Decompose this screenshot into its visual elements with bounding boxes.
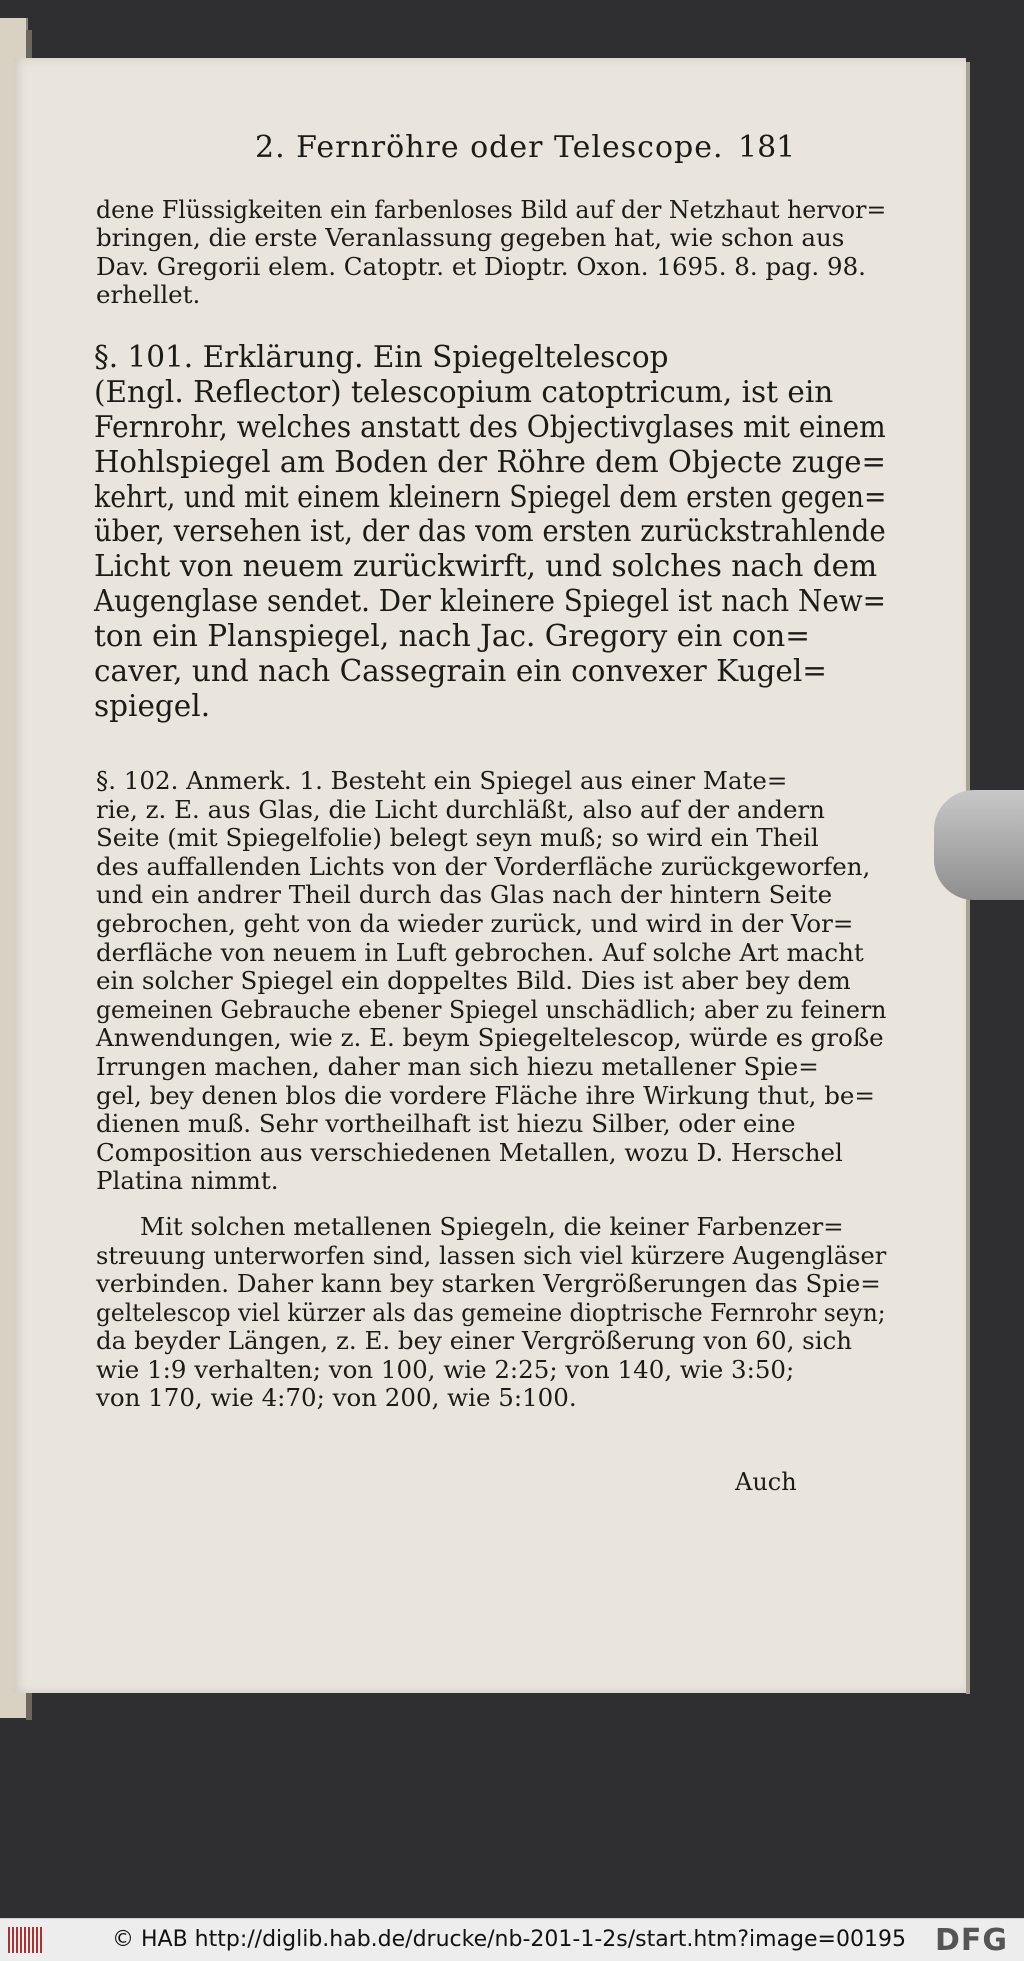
text-line: streuung unterworfen sind, lassen sich viel kürzere Augengläser xyxy=(96,1241,887,1270)
text-line: Hohlspiegel am Boden der Röhre dem Objecte zuge= xyxy=(94,445,886,479)
text-line: geltelescop viel kürzer als das gemeine dioptrische Fernrohr seyn; xyxy=(96,1298,886,1327)
text-line: Composition aus verschiedenen Metallen, wozu D. Herschel xyxy=(96,1138,843,1167)
text-line: Mit solchen metallenen Spiegeln, die keiner Farbenzer= xyxy=(140,1212,844,1241)
viewer-footer xyxy=(0,1918,1024,1961)
text-line: des auffallenden Lichts von der Vorderfläche zurückgeworfen, xyxy=(96,852,871,881)
text-line: erhellet. xyxy=(96,280,201,309)
text-line: da beyder Längen, z. E. bey einer Vergrößerung von 60, sich xyxy=(96,1326,853,1355)
text-line: Platina nimmt. xyxy=(96,1166,279,1195)
text-line: gemeinen Gebrauche ebener Spiegel unschädlich; aber zu feinern xyxy=(96,995,887,1024)
text-line: Licht von neuem zurückwirft, und solches nach dem xyxy=(94,549,878,583)
text-line: dene Flüssigkeiten ein farbenloses Bild auf der Netzhaut hervor= xyxy=(96,195,887,224)
text-line: caver, und nach Cassegrain ein convexer Kugel= xyxy=(94,654,828,688)
text-line: Seite (mit Spiegelfolie) belegt seyn muß; so wird ein Theil xyxy=(96,823,819,852)
text-line: derfläche von neuem in Luft gebrochen. Auf solche Art macht xyxy=(96,938,864,967)
running-title: 2. Fernröhre oder Telescope. xyxy=(255,130,724,165)
section-heading: §. 101. Erklärung. Ein Spiegeltelescop xyxy=(94,340,669,374)
text-line: rie, z. E. aus Glas, die Licht durchläßt, also auf der andern xyxy=(96,795,825,824)
text-line: dienen muß. Sehr vortheilhaft ist hiezu Silber, oder eine xyxy=(96,1109,796,1138)
text-line: ton ein Planspiegel, nach Jac. Gregory ein con= xyxy=(94,619,810,653)
text-line: verbinden. Daher kann bey starken Vergrößerungen das Spie= xyxy=(96,1269,881,1298)
catchword: Auch xyxy=(735,1468,797,1496)
text-line: gebrochen, geht von da wieder zurück, und wird in der Vor= xyxy=(96,909,854,938)
text-line: Anwendungen, wie z. E. beym Spiegeltelescop, würde es große xyxy=(96,1023,884,1052)
barcode-icon xyxy=(8,1927,42,1953)
dfg-logo: DFG xyxy=(935,1923,1009,1958)
page-number: 181 xyxy=(738,130,796,165)
text-line: Augenglase sendet. Der kleinere Spiegel ist nach New= xyxy=(94,584,886,618)
text-line: Irrungen machen, daher man sich hiezu metallener Spie= xyxy=(96,1052,819,1081)
copyright-link[interactable]: © HAB http://diglib.hab.de/drucke/nb-201-1-2s/start.htm?image=00195 xyxy=(112,1927,906,1952)
section-heading: §. 102. Anmerk. 1. Besteht ein Spiegel aus einer Mate= xyxy=(96,766,788,795)
text-line: und ein andrer Theil durch das Glas nach der hintern Seite xyxy=(96,880,833,909)
text-line: über, versehen ist, der das vom ersten zurückstrahlende xyxy=(94,514,886,548)
text-line: von 170, wie 4:70; von 200, wie 5:100. xyxy=(96,1383,577,1412)
text-line: spiegel. xyxy=(94,689,211,723)
text-line: gel, bey denen blos die vordere Fläche ihre Wirkung thut, be= xyxy=(96,1081,875,1110)
page-clip xyxy=(934,790,1024,900)
text-line: kehrt, und mit einem kleinern Spiegel dem ersten gegen= xyxy=(94,480,887,514)
text-line: Dav. Gregorii elem. Catoptr. et Dioptr. Oxon. 1695. 8. pag. 98. xyxy=(96,252,866,281)
text-line: Fernrohr, welches anstatt des Objectivglases mit einem xyxy=(94,410,886,444)
text-line: (Engl. Reflector) telescopium catoptricum, ist ein xyxy=(94,375,834,409)
text-line: wie 1:9 verhalten; von 100, wie 2:25; von 140, wie 3:50; xyxy=(96,1355,795,1384)
text-line: ein solcher Spiegel ein doppeltes Bild. Dies ist aber bey dem xyxy=(96,966,851,995)
text-line: bringen, die erste Veranlassung gegeben hat, wie schon aus xyxy=(96,223,845,252)
